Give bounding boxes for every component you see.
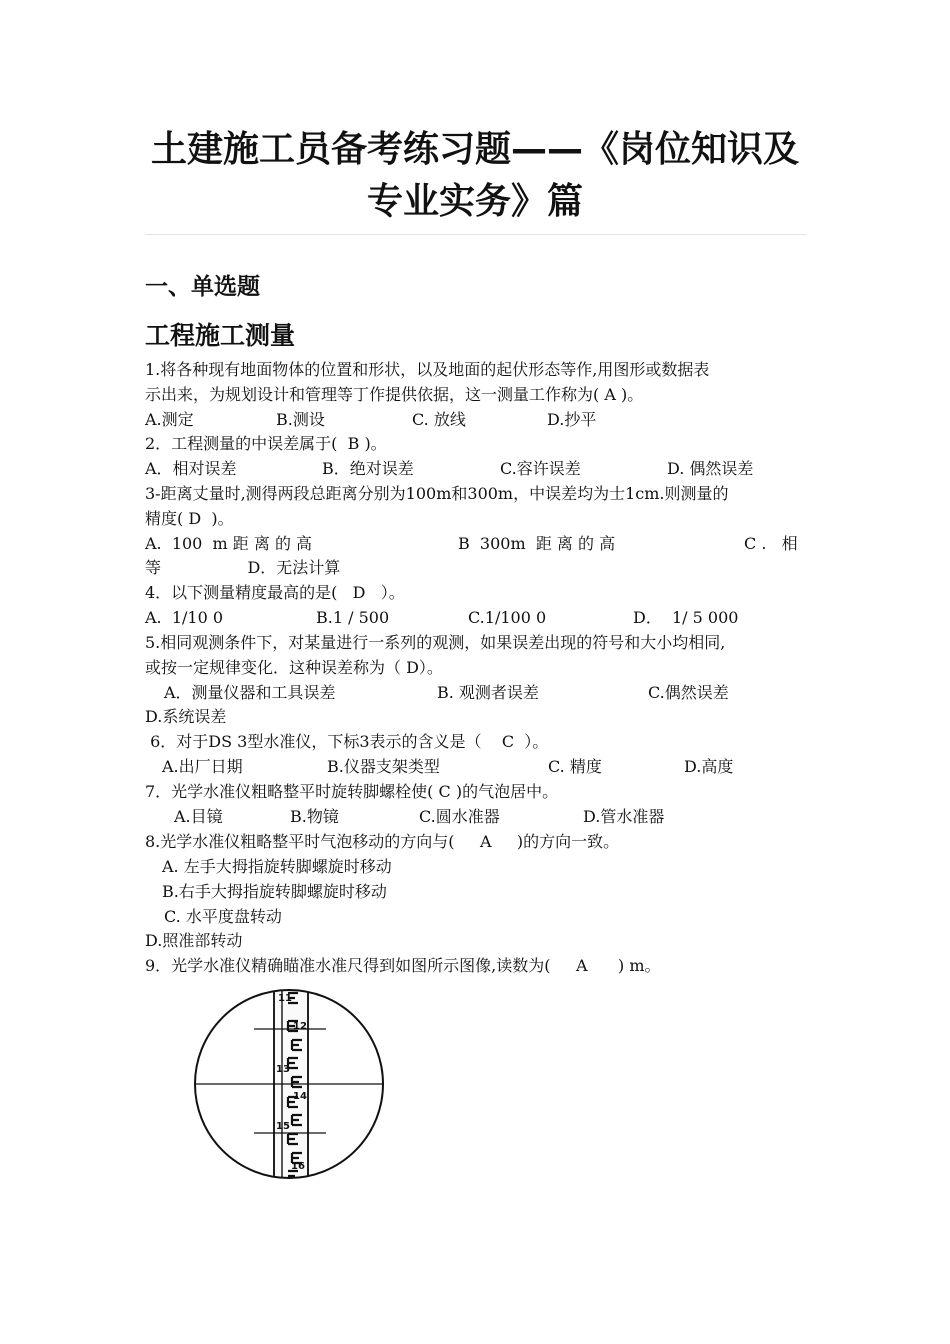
q4-line-1: 4．以下测量精度最高的是( D ）。 [145,583,405,602]
q6-line-1: 6．对于DS 3型水准仪，下标3表示的含义是（ C ）。 [145,732,549,751]
leveling-staff-figure [190,985,390,1185]
q6-option-b: B.仪器支架类型 [327,757,440,776]
q6-option-d: D.高度 [684,757,734,776]
staff-number-15: 15 [276,1121,290,1132]
q2-line-1: 2．工程测量的中误差属于( B )。 [145,434,387,453]
q7-option-a: A.目镜 [174,807,223,826]
q2-option-c: C.容许误差 [500,459,581,478]
q1-option-c: C. 放线 [412,410,466,429]
q4-option-a: A. 1/10 0 [145,608,224,627]
document-title [0,124,950,228]
q5-line-2: 或按一定规律变化．这种误差称为（ D）。 [145,658,443,677]
q5-option-b: B. 观测者误差 [437,683,539,702]
title-line-2: 专业实务》篇 [366,181,583,222]
q8-option-d: D.照准部转动 [145,931,243,950]
q3-line-2: 精度( D )。 [145,509,234,528]
title-divider [145,234,806,235]
q2-option-b: B．绝对误差 [322,459,414,478]
q3-option-a: A. 100 m 距 离 的 高 [145,534,313,553]
q8-line-1: 8.光学水准仪粗略整平时气泡移动的方向与( A )的方向一致。 [145,832,620,851]
section-heading: 一、单选题 [145,274,260,300]
subsection-heading: 工程施工测量 [145,321,296,350]
q1-line-1: 1.将各种现有地面物体的位置和形状，以及地面的起伏形态等作,用图形或数据表 [145,360,710,379]
q1-option-a: A.测定 [145,410,194,429]
q2-option-d: D. 偶然误差 [667,459,754,478]
q1-option-d: D.抄平 [547,410,597,429]
q8-option-a: A. 左手大拇指旋转脚螺旋时移动 [162,857,392,876]
q7-option-c: C.圆水准器 [419,807,500,826]
q5-line-1: 5.相同观测条件下，对某量进行一系列的观测，如果误差出现的符号和大小均相同, [145,633,726,652]
q8-option-b: B.右手大拇指旋转脚螺旋时移动 [162,882,387,901]
q5-option-d: D.系统误差 [145,707,227,726]
q6-option-c: C. 精度 [548,757,602,776]
q7-line-1: 7．光学水准仪粗略整平时旋转脚螺栓使( C )的气泡居中。 [145,782,559,801]
title-line-1: 土建施工员备考练习题——《岗位知识及 [150,129,799,170]
q1-option-b: B.测设 [276,410,325,429]
q5-option-c: C.偶然误差 [648,683,729,702]
q8-option-c: C. 水平度盘转动 [164,907,282,926]
q4-option-c: C.1/100 0 [468,608,547,627]
q9-line-1: 9．光学水准仪精确瞄准水准尺得到如图所示图像,读数为( A ) m。 [145,956,661,975]
q4-option-d: D． 1/ 5 000 [633,608,739,627]
q6-option-a: A.出厂日期 [162,757,243,776]
q1-line-2: 示出来，为规划设计和管理等丁作提供依据，这一测量工作称为( A )。 [145,385,644,404]
q5-option-a: A．测量仪器和工具误差 [164,683,336,702]
staff-number-16: 16 [291,1161,305,1172]
q4-option-b: B.1 / 500 [316,608,390,627]
staff-number-13: 13 [276,1064,290,1075]
staff-number-12: 12 [293,1021,307,1032]
q7-option-b: B.物镜 [290,807,339,826]
staff-number-11: 11 [278,993,292,1004]
q7-option-d: D.管水准器 [583,807,665,826]
staff-number-14: 14 [293,1091,307,1102]
q3-option-c: C . 相 [744,534,798,553]
q3-line-1: 3-距离丈量时,测得两段总距离分别为100m和300m，中误差均为士1cm.则测量的 [145,484,729,503]
q3-option-b: B 300m 距 离 的 高 [458,534,616,553]
q2-option-a: A．相对误差 [145,459,237,478]
q3-line-4: 等 D．无法计算 [145,558,341,577]
